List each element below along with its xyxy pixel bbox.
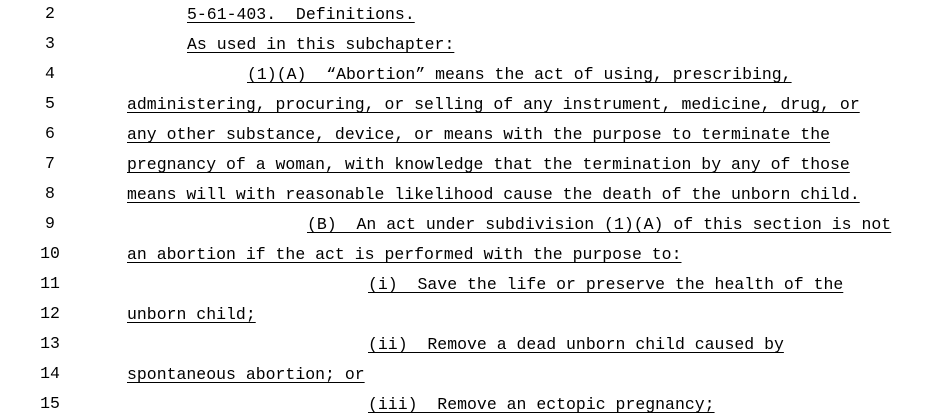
line-10 [0,240,941,270]
line-15 [0,390,941,420]
statute-text-line: administering, procuring, or selling of any instrument, medicine, drug, or [127,95,860,114]
line-3 [0,30,941,60]
statute-text-line: an abortion if the act is performed with the purpose to: [127,245,682,264]
line-14 [0,360,941,390]
statute-text-line: (i) Save the life or preserve the health of the [368,275,844,294]
line-2 [0,0,941,30]
line-number: 4 [45,64,55,83]
statute-text-line: unborn child; [127,305,256,324]
line-4 [0,60,941,90]
line-6 [0,120,941,150]
line-number: 5 [45,94,55,113]
statute-text-line: spontaneous abortion; or [127,365,365,384]
line-number: 10 [40,244,60,263]
statute-text-line: (1)(A) “Abortion” means the act of using, prescribing, [247,65,792,84]
line-number: 11 [40,274,60,293]
line-number: 15 [40,394,60,413]
line-number: 12 [40,304,60,323]
statute-text-line: (B) An act under subdivision (1)(A) of this section is not [307,215,892,234]
line-7 [0,150,941,180]
line-number: 2 [45,4,55,23]
line-5 [0,90,941,120]
statute-text-line: pregnancy of a woman, with knowledge that the termination by any of those [127,155,850,174]
line-number: 7 [45,154,55,173]
line-8 [0,180,941,210]
line-number: 13 [40,334,60,353]
intro-text: As used in this subchapter: [187,35,455,54]
section-heading: 5-61-403. Definitions. [187,5,415,24]
statute-text-line: (iii) Remove an ectopic pregnancy; [368,395,715,414]
line-number: 8 [45,184,55,203]
statute-text-line: any other substance, device, or means with the purpose to terminate the [127,125,831,144]
line-12 [0,300,941,330]
line-number: 14 [40,364,60,383]
line-13 [0,330,941,360]
line-11 [0,270,941,300]
line-number: 9 [45,214,55,233]
statute-text-line: means will with reasonable likelihood cause the death of the unborn child. [127,185,860,204]
line-number: 3 [45,34,55,53]
line-number: 6 [45,124,55,143]
line-9 [0,210,941,240]
statute-text-line: (ii) Remove a dead unborn child caused by [368,335,784,354]
